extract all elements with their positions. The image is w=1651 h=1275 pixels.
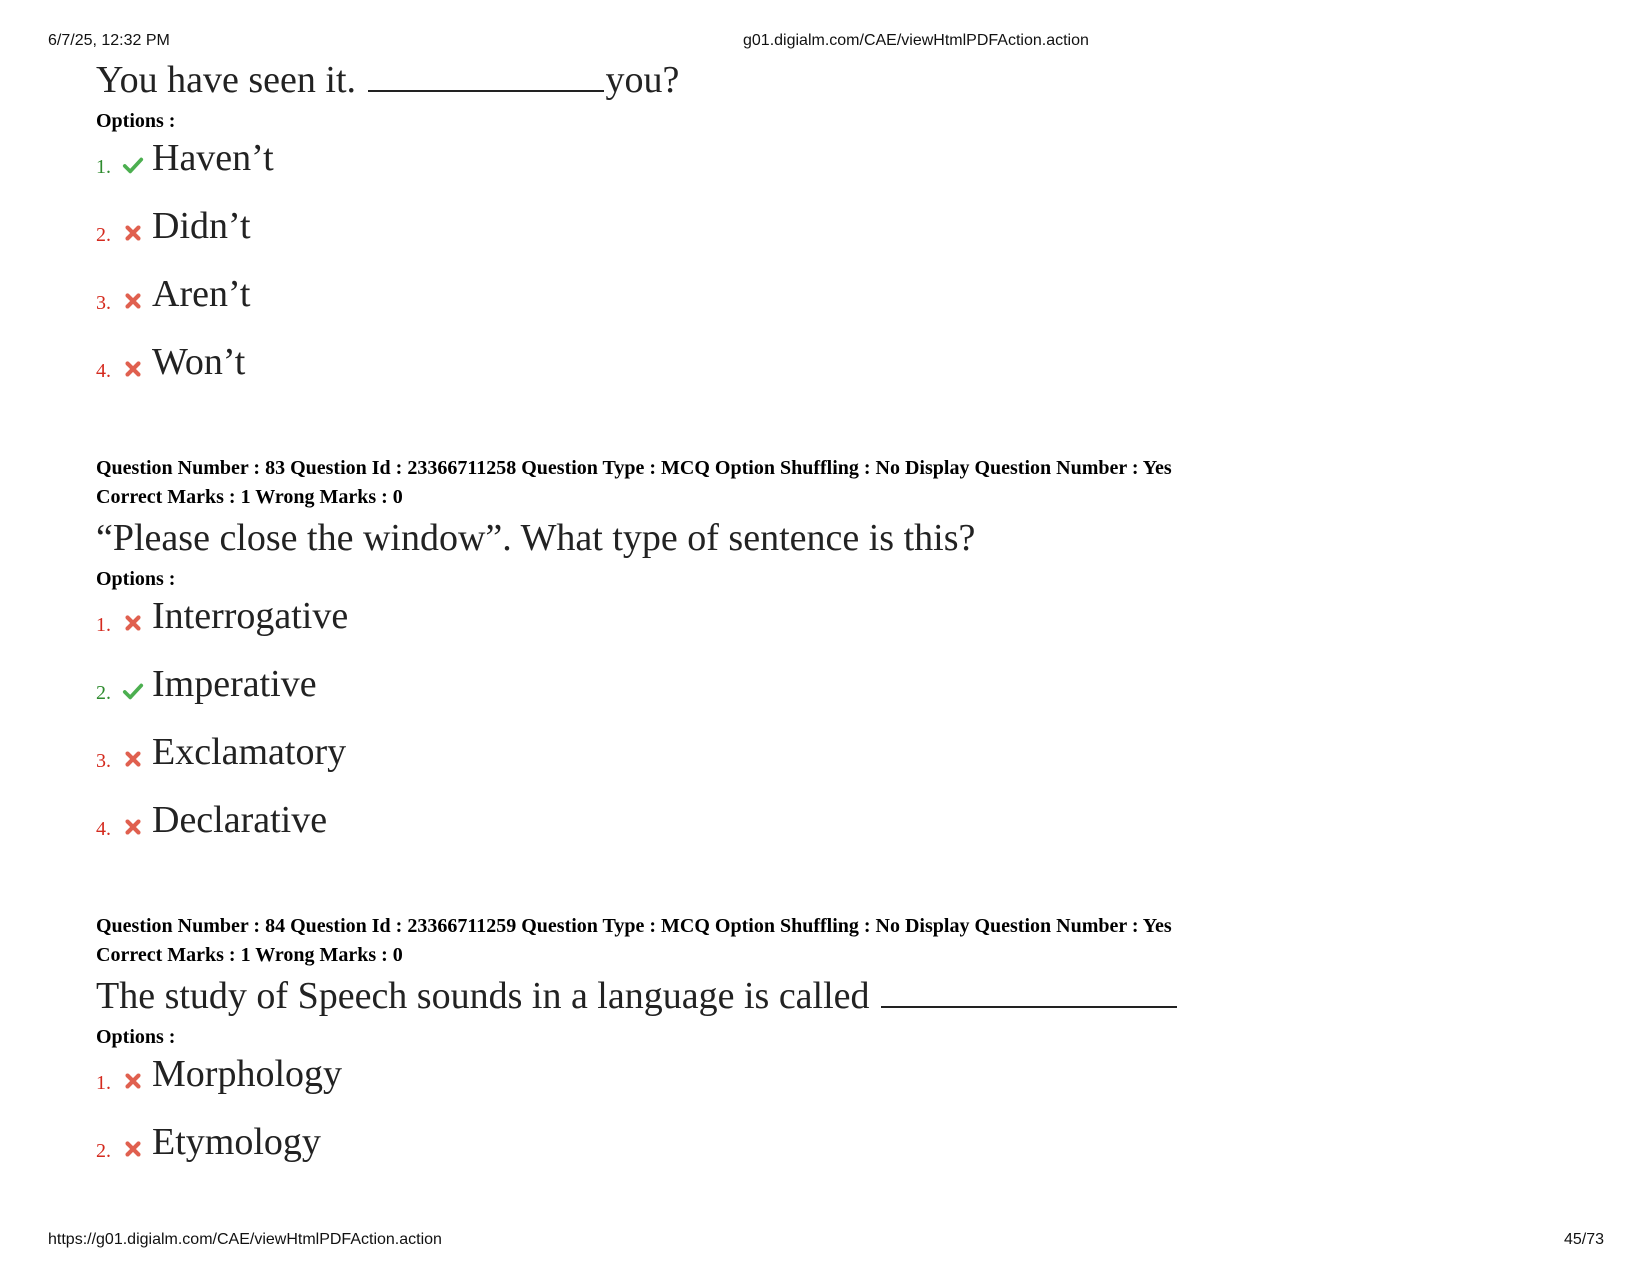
question-marks: Correct Marks : 1 Wrong Marks : 0 (96, 486, 403, 508)
option-text: Etymology (152, 1121, 321, 1163)
option-text: Exclamatory (152, 731, 347, 773)
page-number: 45/73 (1564, 1231, 1605, 1248)
option-text: Haven’t (152, 137, 274, 179)
cross-icon (122, 358, 144, 384)
options-list (96, 1050, 1596, 1164)
question-text-part: The study of Speech sounds in a language is called (96, 975, 870, 1017)
option-2 (96, 202, 1596, 248)
question-marks: Correct Marks : 1 Wrong Marks : 0 (96, 944, 403, 966)
option-text: Won’t (152, 341, 246, 383)
print-datetime: 6/7/25, 12:32 PM (48, 32, 170, 49)
option-3 (96, 270, 1596, 316)
cross-icon (122, 1070, 144, 1096)
question-83 (96, 454, 1596, 842)
option-1 (96, 134, 1596, 180)
question-text: “Please close the window”. What type of sentence is this? (96, 517, 976, 559)
option-text: Declarative (152, 799, 328, 841)
options-label: Options : (96, 110, 176, 132)
cross-icon (122, 612, 144, 638)
option-number: 1. (96, 156, 111, 178)
option-text: Aren’t (152, 273, 251, 315)
option-text: Didn’t (152, 205, 251, 247)
option-2 (96, 660, 1596, 706)
option-number: 3. (96, 292, 111, 314)
option-number: 3. (96, 750, 111, 772)
option-3 (96, 728, 1596, 774)
check-icon (122, 154, 144, 180)
question-text-part: You have seen it. (96, 59, 357, 101)
question-text-part: you? (605, 59, 680, 101)
option-2 (96, 1118, 1596, 1164)
question-meta: Question Number : 83 Question Id : 23366711258 Question Type : MCQ Option Shuffling : No Display Question Number : Yes (96, 457, 1172, 479)
option-text: Interrogative (152, 595, 349, 637)
option-4 (96, 796, 1596, 842)
options-list (96, 134, 1596, 384)
option-number: 1. (96, 1072, 111, 1094)
question-meta: Question Number : 84 Question Id : 23366711259 Question Type : MCQ Option Shuffling : No Display Question Number : Yes (96, 915, 1172, 937)
option-4 (96, 338, 1596, 384)
options-label: Options : (96, 568, 176, 590)
check-icon (122, 680, 144, 706)
question-84 (96, 912, 1596, 1164)
cross-icon (122, 748, 144, 774)
option-1 (96, 592, 1596, 638)
option-number: 1. (96, 614, 111, 636)
option-number: 2. (96, 224, 111, 246)
option-number: 2. (96, 1140, 111, 1162)
footer-url: https://g01.digialm.com/CAE/viewHtmlPDFAction.action (48, 1231, 442, 1248)
cross-icon (122, 816, 144, 842)
cross-icon (122, 290, 144, 316)
question-text (96, 970, 1596, 1022)
option-number: 4. (96, 360, 111, 382)
options-list (96, 592, 1596, 842)
option-1 (96, 1050, 1596, 1096)
page-content (96, 54, 1596, 1186)
option-number: 2. (96, 682, 111, 704)
print-url: g01.digialm.com/CAE/viewHtmlPDFAction.action (743, 32, 1089, 49)
answer-blank (368, 60, 604, 92)
cross-icon (122, 1138, 144, 1164)
answer-blank (881, 976, 1177, 1008)
option-text: Morphology (152, 1053, 342, 1095)
question-text (96, 54, 1596, 106)
option-number: 4. (96, 818, 111, 840)
cross-icon (122, 222, 144, 248)
option-text: Imperative (152, 663, 317, 705)
options-label: Options : (96, 1026, 176, 1048)
question-82 (96, 54, 1596, 384)
